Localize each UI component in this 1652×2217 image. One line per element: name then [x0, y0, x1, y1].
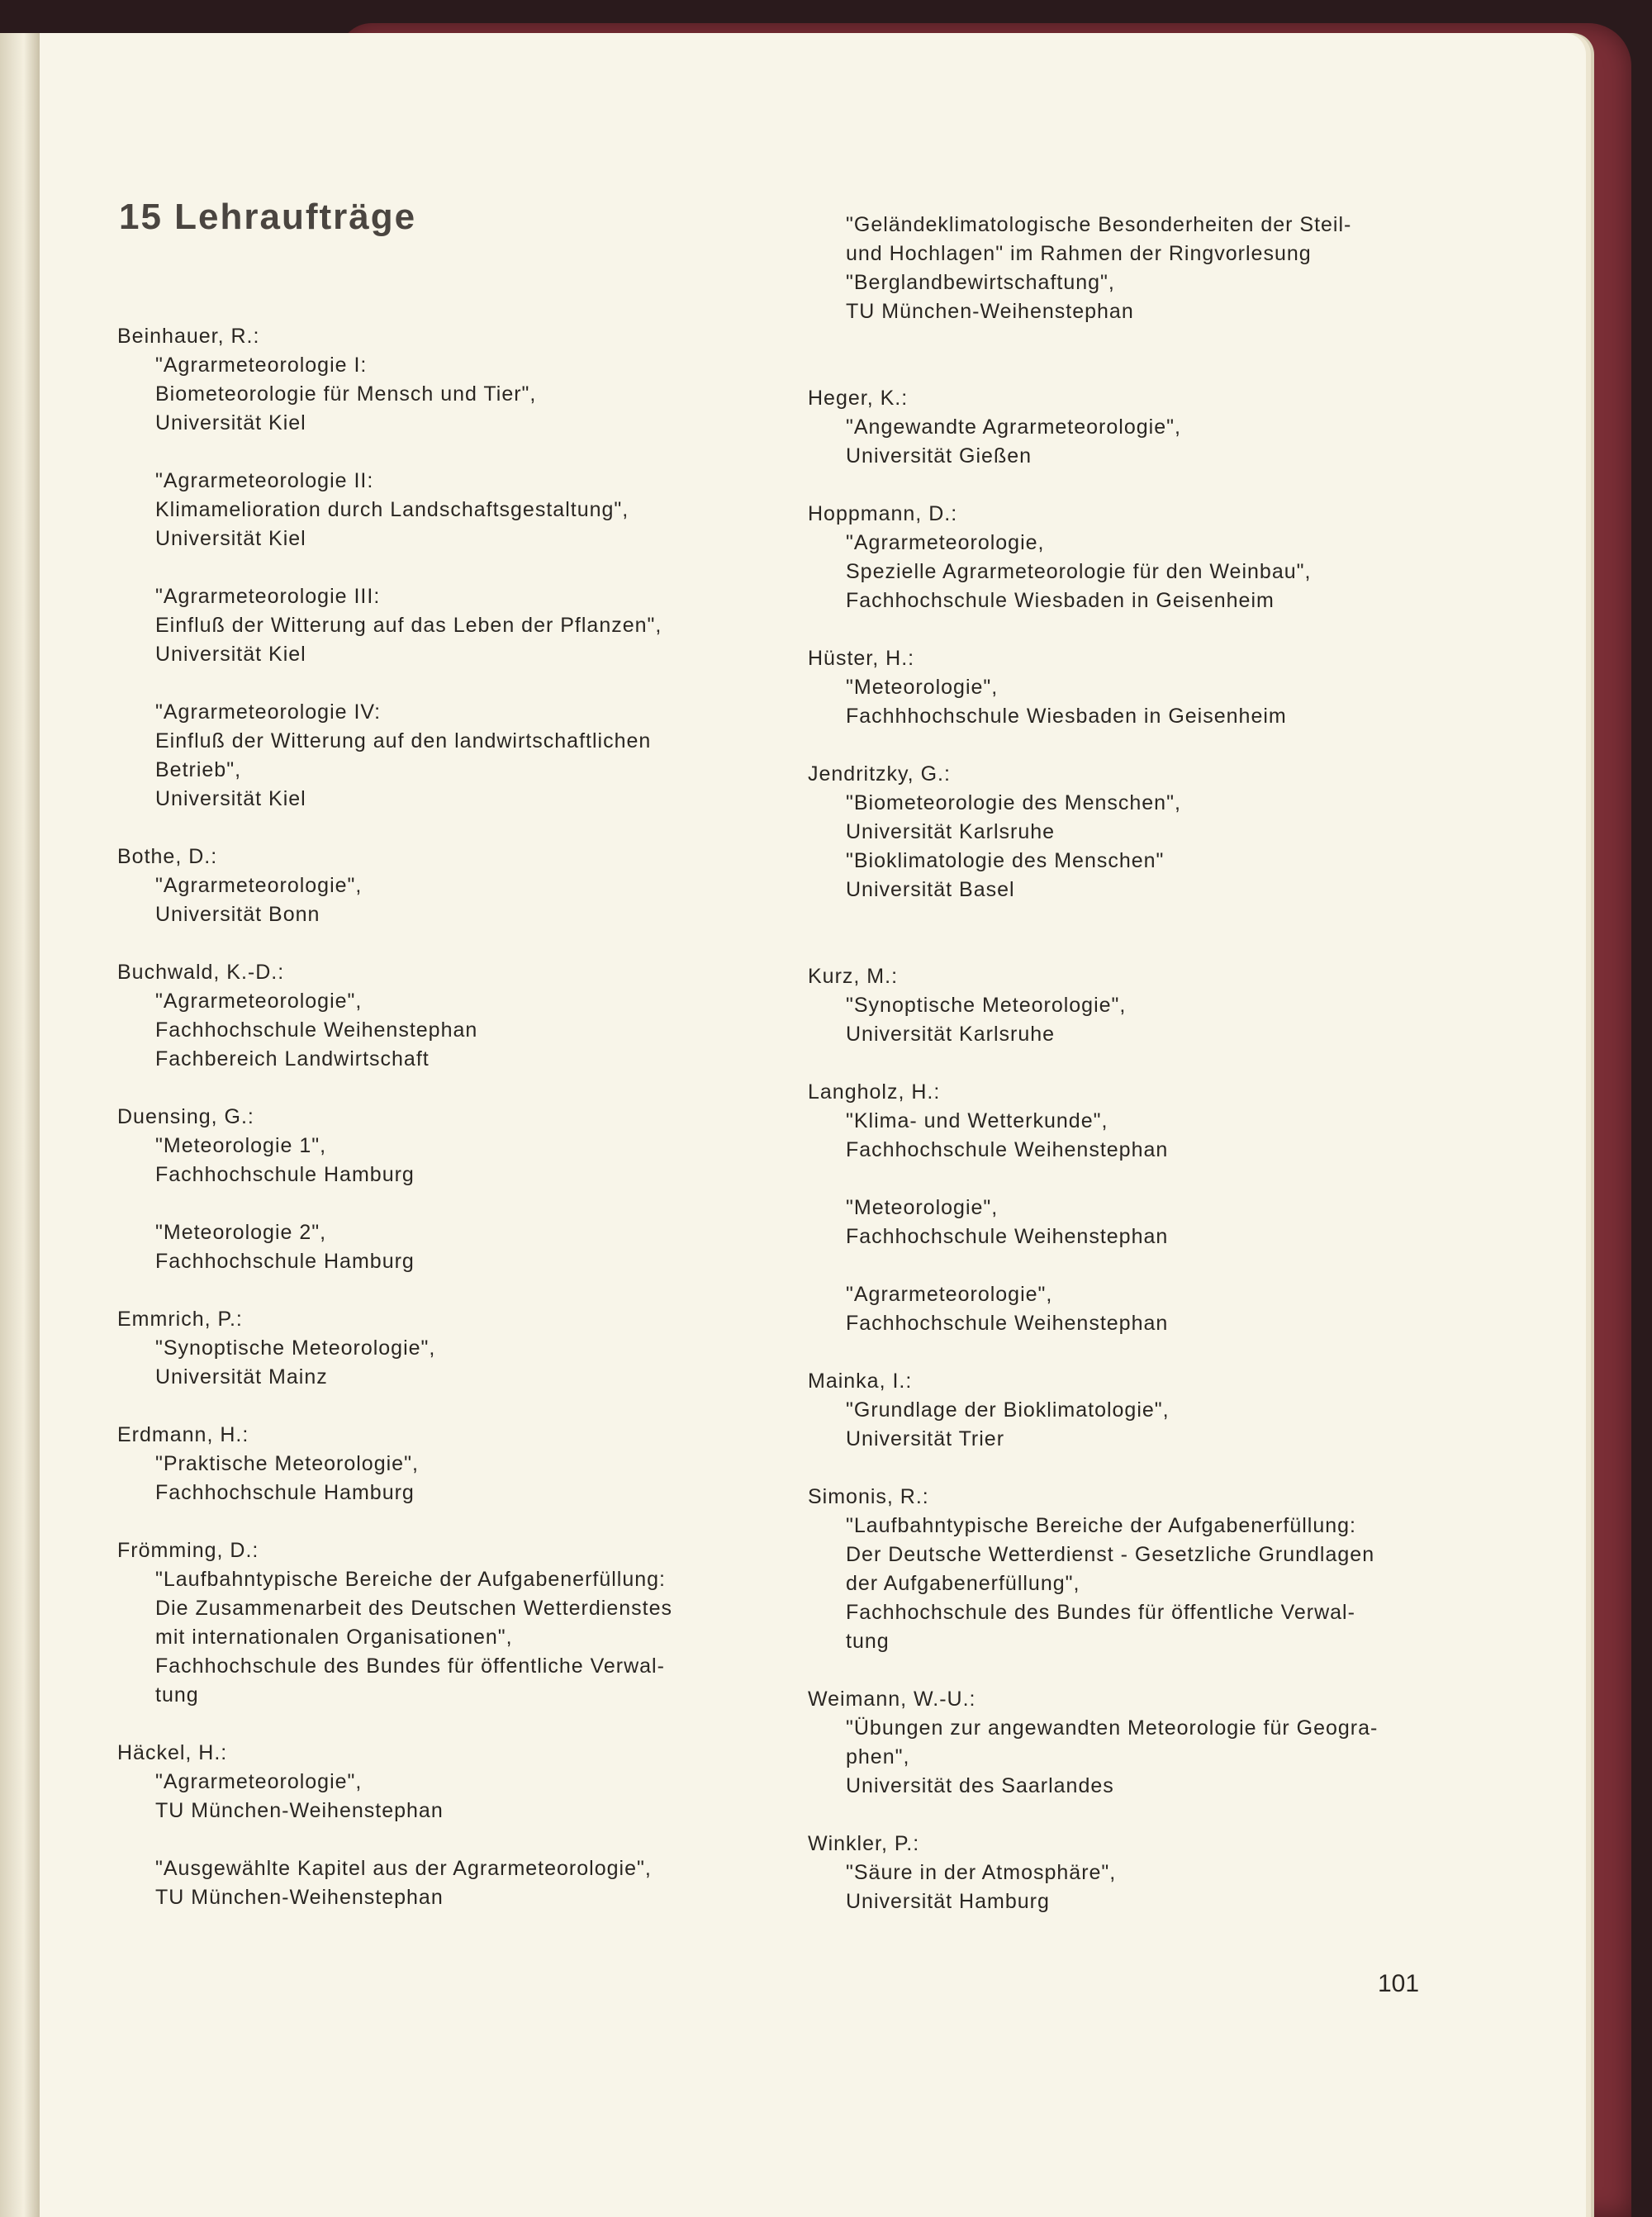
course-line: "Agrarmeteorologie II:: [155, 469, 374, 492]
course-line: Spezielle Agrarmeteorologie für den Weinbau",: [846, 560, 1312, 583]
lecturer-name: Bothe, D.:: [117, 845, 218, 868]
lecturer-entry: [117, 1305, 778, 1392]
course-line: "Meteorologie 2",: [155, 1221, 327, 1244]
course-line: "Agrarmeteorologie",: [155, 1770, 363, 1793]
lecturer-name: Beinhauer, R.:: [117, 325, 260, 348]
lecturer-name: Winkler, P.:: [808, 1832, 920, 1855]
course-line: Universität Kiel: [155, 527, 306, 550]
course-line: Universität Basel: [846, 878, 1015, 901]
course-line: TU München-Weihenstephan: [846, 300, 1134, 323]
course-line: Universität Kiel: [155, 787, 306, 810]
lecturer-name: Weimann, W.-U.:: [808, 1688, 976, 1711]
course-line: "Grundlage der Bioklimatologie",: [846, 1398, 1170, 1422]
page-number: 101: [1378, 1970, 1420, 1997]
course-block: [846, 1512, 1469, 1656]
lecturer-name: Buchwald, K.-D.:: [117, 961, 285, 984]
course-line: Universität Karlsruhe: [846, 820, 1056, 843]
course-line: Fachhochschule Weihenstephan: [846, 1225, 1169, 1248]
course-line: Fachhhochschule Wiesbaden in Geisenheim: [846, 705, 1287, 728]
course-block: [155, 1565, 778, 1710]
course-line: Fachhochschule Weihenstephan: [846, 1138, 1169, 1161]
course-line: "Berglandbewirtschaftung",: [846, 271, 1115, 294]
lecturer-name: Duensing, G.:: [117, 1105, 254, 1128]
course-block: [846, 1194, 1469, 1251]
course-line: "Praktische Meteorologie",: [155, 1452, 419, 1475]
course-line: Universität Mainz: [155, 1365, 328, 1389]
course-list: [808, 673, 1469, 731]
lecturer-name: Erdmann, H.:: [117, 1423, 249, 1446]
lecturer-entry: [117, 1739, 778, 1912]
lecturer-name: Simonis, R.:: [808, 1485, 929, 1508]
course-block: [155, 987, 778, 1074]
course-line: "Meteorologie 1",: [155, 1134, 327, 1157]
course-line: Universität Kiel: [155, 643, 306, 666]
course-line: Einfluß der Witterung auf das Leben der Pflanzen",: [155, 614, 662, 637]
lecturer-name: Hoppmann, D.:: [808, 502, 958, 525]
course-block: [846, 211, 1469, 326]
course-line: "Synoptische Meteorologie",: [155, 1336, 436, 1360]
course-list: [808, 1714, 1469, 1801]
course-line: Fachhochschule Wiesbaden in Geisenheim: [846, 589, 1275, 612]
lecturer-entry: [808, 1078, 1469, 1338]
course-list: [117, 1132, 778, 1276]
course-list: [808, 413, 1469, 471]
course-block: [846, 673, 1469, 731]
left-column: [117, 322, 778, 1941]
course-line: Universität Bonn: [155, 903, 320, 926]
course-line: "Agrarmeteorologie,: [846, 531, 1045, 554]
lecturer-entry: [808, 384, 1469, 471]
course-line: Universität Hamburg: [846, 1890, 1050, 1913]
course-line: "Synoptische Meteorologie",: [846, 994, 1127, 1017]
course-list: [117, 1450, 778, 1507]
course-line: mit internationalen Organisationen",: [155, 1626, 513, 1649]
course-line: Fachhochschule Weihenstephan: [846, 1312, 1169, 1335]
course-line: Fachbereich Landwirtschaft: [155, 1047, 430, 1071]
left-page-edge: [0, 33, 40, 2217]
course-line: tung: [155, 1683, 199, 1707]
course-line: Fachhochschule des Bundes für öffentliche Verwal-: [155, 1654, 665, 1678]
course-line: tung: [846, 1630, 890, 1653]
course-list: [117, 351, 778, 814]
course-line: phen",: [846, 1745, 910, 1768]
course-list: [808, 991, 1469, 1049]
course-line: "Klima- und Wetterkunde",: [846, 1109, 1108, 1132]
course-line: "Biometeorologie des Menschen",: [846, 791, 1181, 814]
course-block: [846, 1714, 1469, 1801]
course-line: TU München-Weihenstephan: [155, 1799, 444, 1822]
course-list: [808, 529, 1469, 615]
lecturer-entry: [117, 322, 778, 814]
course-list: [808, 1107, 1469, 1338]
lecturer-name: Jendritzky, G.:: [808, 762, 951, 786]
lecturer-entry: [808, 1483, 1469, 1656]
course-list: [117, 1334, 778, 1392]
course-block: [846, 1107, 1469, 1165]
page-title: 15 Lehraufträge: [119, 197, 417, 237]
course-block: [846, 1859, 1469, 1916]
course-list: [808, 1512, 1469, 1656]
lecturer-name: Heger, K.:: [808, 387, 909, 410]
course-line: "Säure in der Atmosphäre",: [846, 1861, 1117, 1884]
course-list: [117, 871, 778, 929]
course-list: [808, 1859, 1469, 1916]
course-list: [117, 1565, 778, 1710]
lecturer-entry: [808, 644, 1469, 731]
course-block: [155, 1218, 778, 1276]
course-line: Fachhochschule Hamburg: [155, 1163, 415, 1186]
course-block: [155, 1768, 778, 1825]
course-line: "Meteorologie",: [846, 1196, 999, 1219]
course-line: "Übungen zur angewandten Meteorologie für Geogra-: [846, 1716, 1379, 1740]
course-line: Einfluß der Witterung auf den landwirtschaftlichen: [155, 729, 652, 752]
course-line: Betrieb",: [155, 758, 242, 781]
course-block: [846, 1280, 1469, 1338]
course-line: Der Deutsche Wetterdienst - Gesetzliche Grundlagen: [846, 1543, 1375, 1566]
course-list: [808, 789, 1469, 904]
course-line: "Ausgewählte Kapitel aus der Agrarmeteorologie",: [155, 1857, 652, 1880]
course-block: [155, 698, 778, 814]
course-block: [155, 871, 778, 929]
course-line: "Agrarmeteorologie",: [846, 1283, 1053, 1306]
course-block: [155, 1450, 778, 1507]
lecturer-name: Hüster, H.:: [808, 647, 915, 670]
course-line: "Meteorologie",: [846, 676, 999, 699]
course-block: [846, 1396, 1469, 1454]
document-page: [40, 33, 1586, 2217]
course-list: [117, 987, 778, 1074]
course-block: [846, 991, 1469, 1049]
course-block: [155, 1132, 778, 1189]
course-block: [155, 467, 778, 553]
course-block: [846, 413, 1469, 471]
lecturer-entry: [808, 962, 1469, 1049]
lecturer-entry: [117, 843, 778, 929]
course-line: "Agrarmeteorologie I:: [155, 354, 368, 377]
course-line: Fachhochschule des Bundes für öffentliche Verwal-: [846, 1601, 1355, 1624]
lecturer-name: Kurz, M.:: [808, 965, 899, 988]
course-line: Fachhochschule Weihenstephan: [155, 1018, 478, 1042]
course-line: "Angewandte Agrarmeteorologie",: [846, 415, 1181, 439]
course-block: [155, 582, 778, 669]
course-line: Universität Karlsruhe: [846, 1023, 1056, 1046]
lecturer-name: Mainka, I.:: [808, 1370, 913, 1393]
lecturer-entry: [808, 211, 1469, 326]
lecturer-name: Frömming, D.:: [117, 1539, 259, 1562]
course-block: [155, 1334, 778, 1392]
course-line: und Hochlagen" im Rahmen der Ringvorlesung: [846, 242, 1312, 265]
lecturer-name: Emmrich, P.:: [117, 1308, 243, 1331]
course-line: Die Zusammenarbeit des Deutschen Wetterdienstes: [155, 1597, 672, 1620]
course-list: [808, 1396, 1469, 1454]
lecturer-entry: [808, 1830, 1469, 1916]
lecturer-entry: [808, 1685, 1469, 1801]
course-block: [846, 529, 1469, 615]
lecturer-name: Häckel, H.:: [117, 1741, 228, 1764]
course-line: Biometeorologie für Mensch und Tier",: [155, 382, 537, 406]
course-line: "Bioklimatologie des Menschen": [846, 849, 1165, 872]
course-list: [117, 1768, 778, 1912]
lecturer-name: Langholz, H.:: [808, 1080, 941, 1104]
lecturer-entry: [117, 1536, 778, 1710]
course-line: "Laufbahntypische Bereiche der Aufgabenerfüllung:: [155, 1568, 667, 1591]
lecturer-entry: [808, 760, 1469, 904]
course-line: "Agrarmeteorologie III:: [155, 585, 381, 608]
lecturer-entry: [117, 958, 778, 1074]
course-block: [155, 351, 778, 438]
lecturer-entry: [808, 1367, 1469, 1454]
course-line: Fachhochschule Hamburg: [155, 1481, 415, 1504]
lecturer-entry: [117, 1103, 778, 1276]
course-line: Universität Trier: [846, 1427, 1005, 1450]
course-line: Fachhochschule Hamburg: [155, 1250, 415, 1273]
course-line: Universität Gießen: [846, 444, 1032, 468]
course-line: Klimamelioration durch Landschaftsgestaltung",: [155, 498, 629, 521]
lecturer-entry: [117, 1421, 778, 1507]
course-line: "Agrarmeteorologie",: [155, 874, 363, 897]
course-line: der Aufgabenerfüllung",: [846, 1572, 1080, 1595]
course-list: [808, 211, 1469, 326]
course-block: [846, 789, 1469, 904]
course-line: "Agrarmeteorologie",: [155, 990, 363, 1013]
course-line: TU München-Weihenstephan: [155, 1886, 444, 1909]
course-line: Universität Kiel: [155, 411, 306, 434]
course-block: [155, 1854, 778, 1912]
course-line: "Laufbahntypische Bereiche der Aufgabenerfüllung:: [846, 1514, 1357, 1537]
course-line: "Agrarmeteorologie IV:: [155, 700, 382, 724]
course-line: "Geländeklimatologische Besonderheiten der Steil-: [846, 213, 1352, 236]
course-line: Universität des Saarlandes: [846, 1774, 1114, 1797]
lecturer-entry: [808, 500, 1469, 615]
right-column: [808, 211, 1469, 1945]
